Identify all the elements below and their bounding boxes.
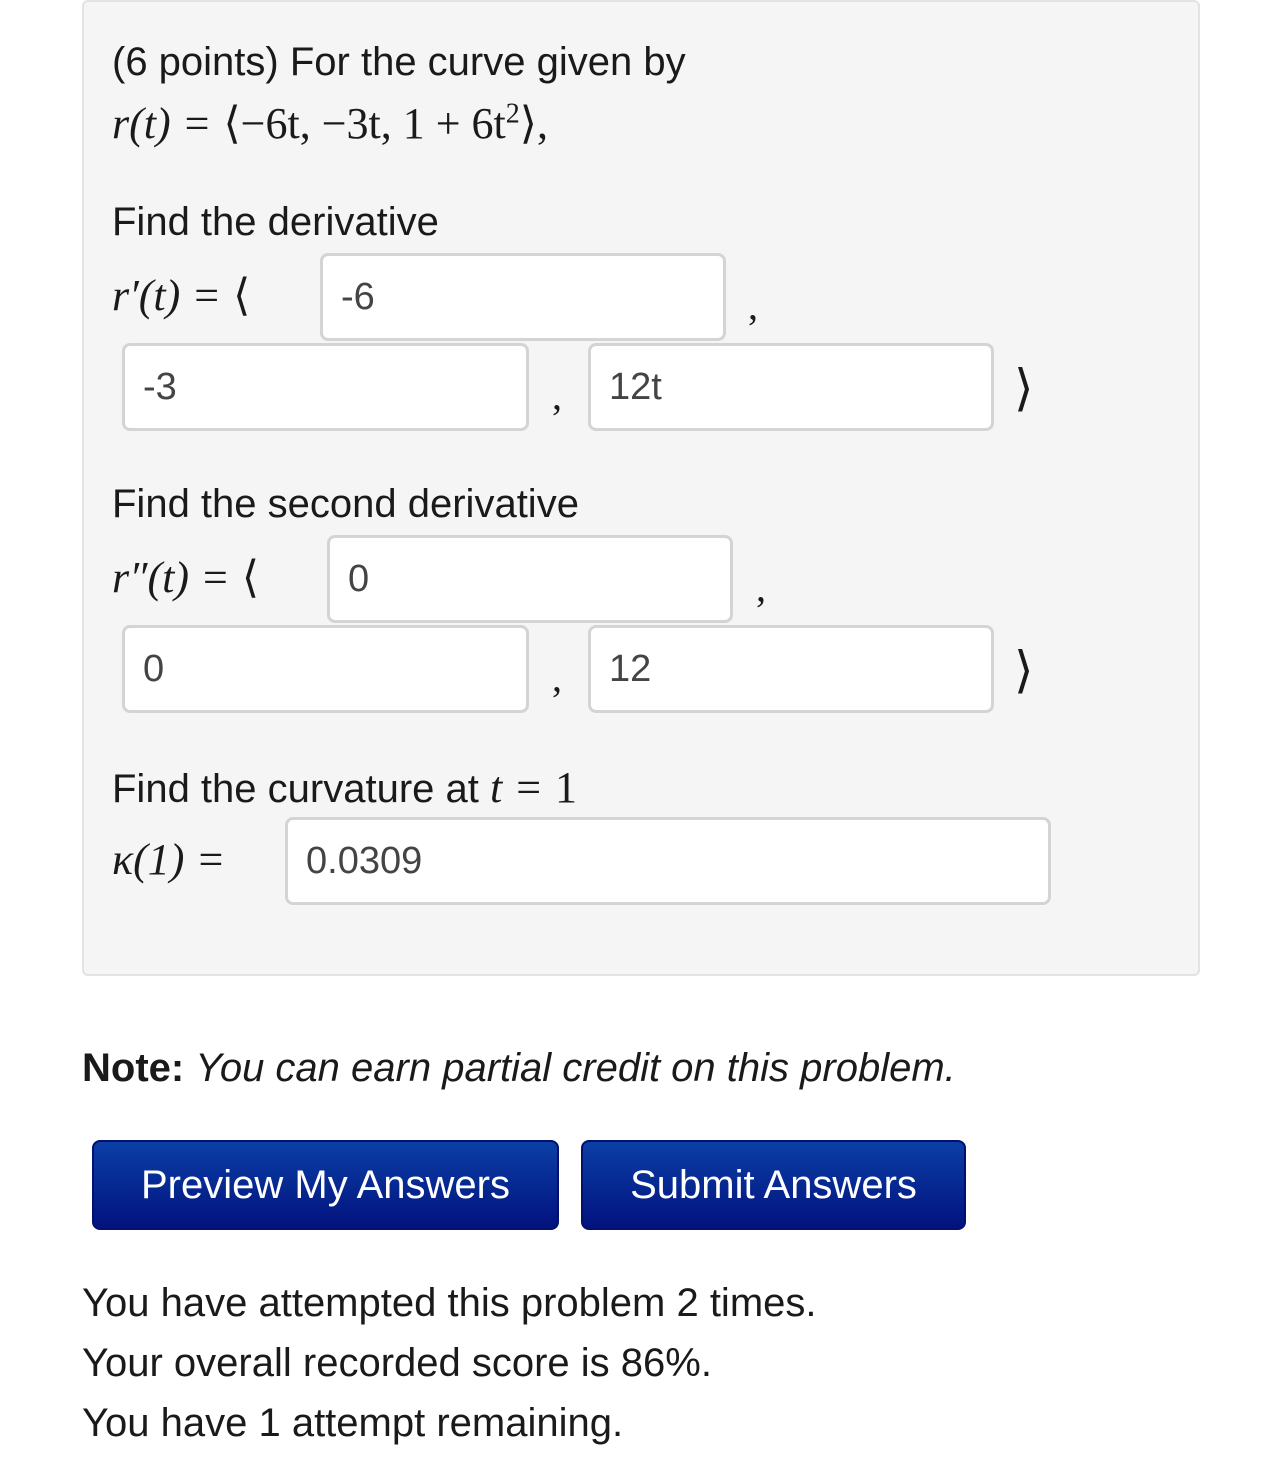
note-label: Note: [82,1046,185,1090]
derivative-z-input[interactable] [588,343,994,431]
derivative-lhs [112,270,250,322]
derivative-lhs-label: r′(t) [112,271,181,320]
derivative-y-input[interactable] [122,343,529,431]
partial-credit-note [82,1044,956,1092]
curvature-prompt-text: Find the curvature at [112,767,479,811]
curvature-lhs-label: κ(1) [112,835,185,884]
curvature-prompt [112,762,577,814]
curvature-input[interactable] [285,817,1051,905]
remaining-status: You have 1 attempt remaining. [82,1401,624,1445]
second-derivative-y-input[interactable] [122,625,529,713]
second-derivative-prompt: Find the second derivative [112,482,579,526]
derivative-close-bracket: ⟩ [1014,360,1034,416]
second-derivative-close-bracket: ⟩ [1014,642,1034,698]
submit-answers-button[interactable]: Submit Answers [581,1140,966,1230]
derivative-open-bracket: ⟨ [233,271,251,320]
derivative-separator-1: , [748,283,758,328]
curvature-lhs [112,834,237,886]
second-derivative-open-bracket: ⟨ [241,553,259,602]
derivative-prompt: Find the derivative [112,200,439,244]
curve-lhs: r(t) [112,99,171,148]
curve-equation [112,98,548,150]
second-derivative-lhs [112,552,259,604]
curve-eq: = [184,99,210,148]
curvature-eq: = [198,835,224,884]
preview-answers-button[interactable]: Preview My Answers [92,1140,559,1230]
note-text: You can earn partial credit on this problem. [195,1046,956,1090]
curvature-condition [490,763,577,812]
curvature-cond-eq: = [516,763,542,812]
derivative-separator-2: , [552,373,562,418]
second-derivative-lhs-label: r″(t) [112,553,189,602]
curve-exponent: 2 [505,98,520,130]
derivative-x-input[interactable] [320,253,726,341]
second-derivative-z-input[interactable] [588,625,994,713]
curvature-val: 1 [555,763,578,812]
attempts-status: You have attempted this problem 2 times. [82,1281,817,1325]
curvature-var: t [489,763,503,812]
second-derivative-separator-2: , [552,655,562,700]
problem-intro: (6 points) For the curve given by [112,40,686,84]
curve-rhs: ⟨−6t, −3t, 1 + 6t [223,99,506,148]
score-status: Your overall recorded score is 86%. [82,1341,712,1385]
derivative-eq: = [194,271,220,320]
second-derivative-x-input[interactable] [327,535,733,623]
curve-rhs-close: ⟩, [519,99,548,148]
second-derivative-eq: = [202,553,228,602]
second-derivative-separator-1: , [756,565,766,610]
